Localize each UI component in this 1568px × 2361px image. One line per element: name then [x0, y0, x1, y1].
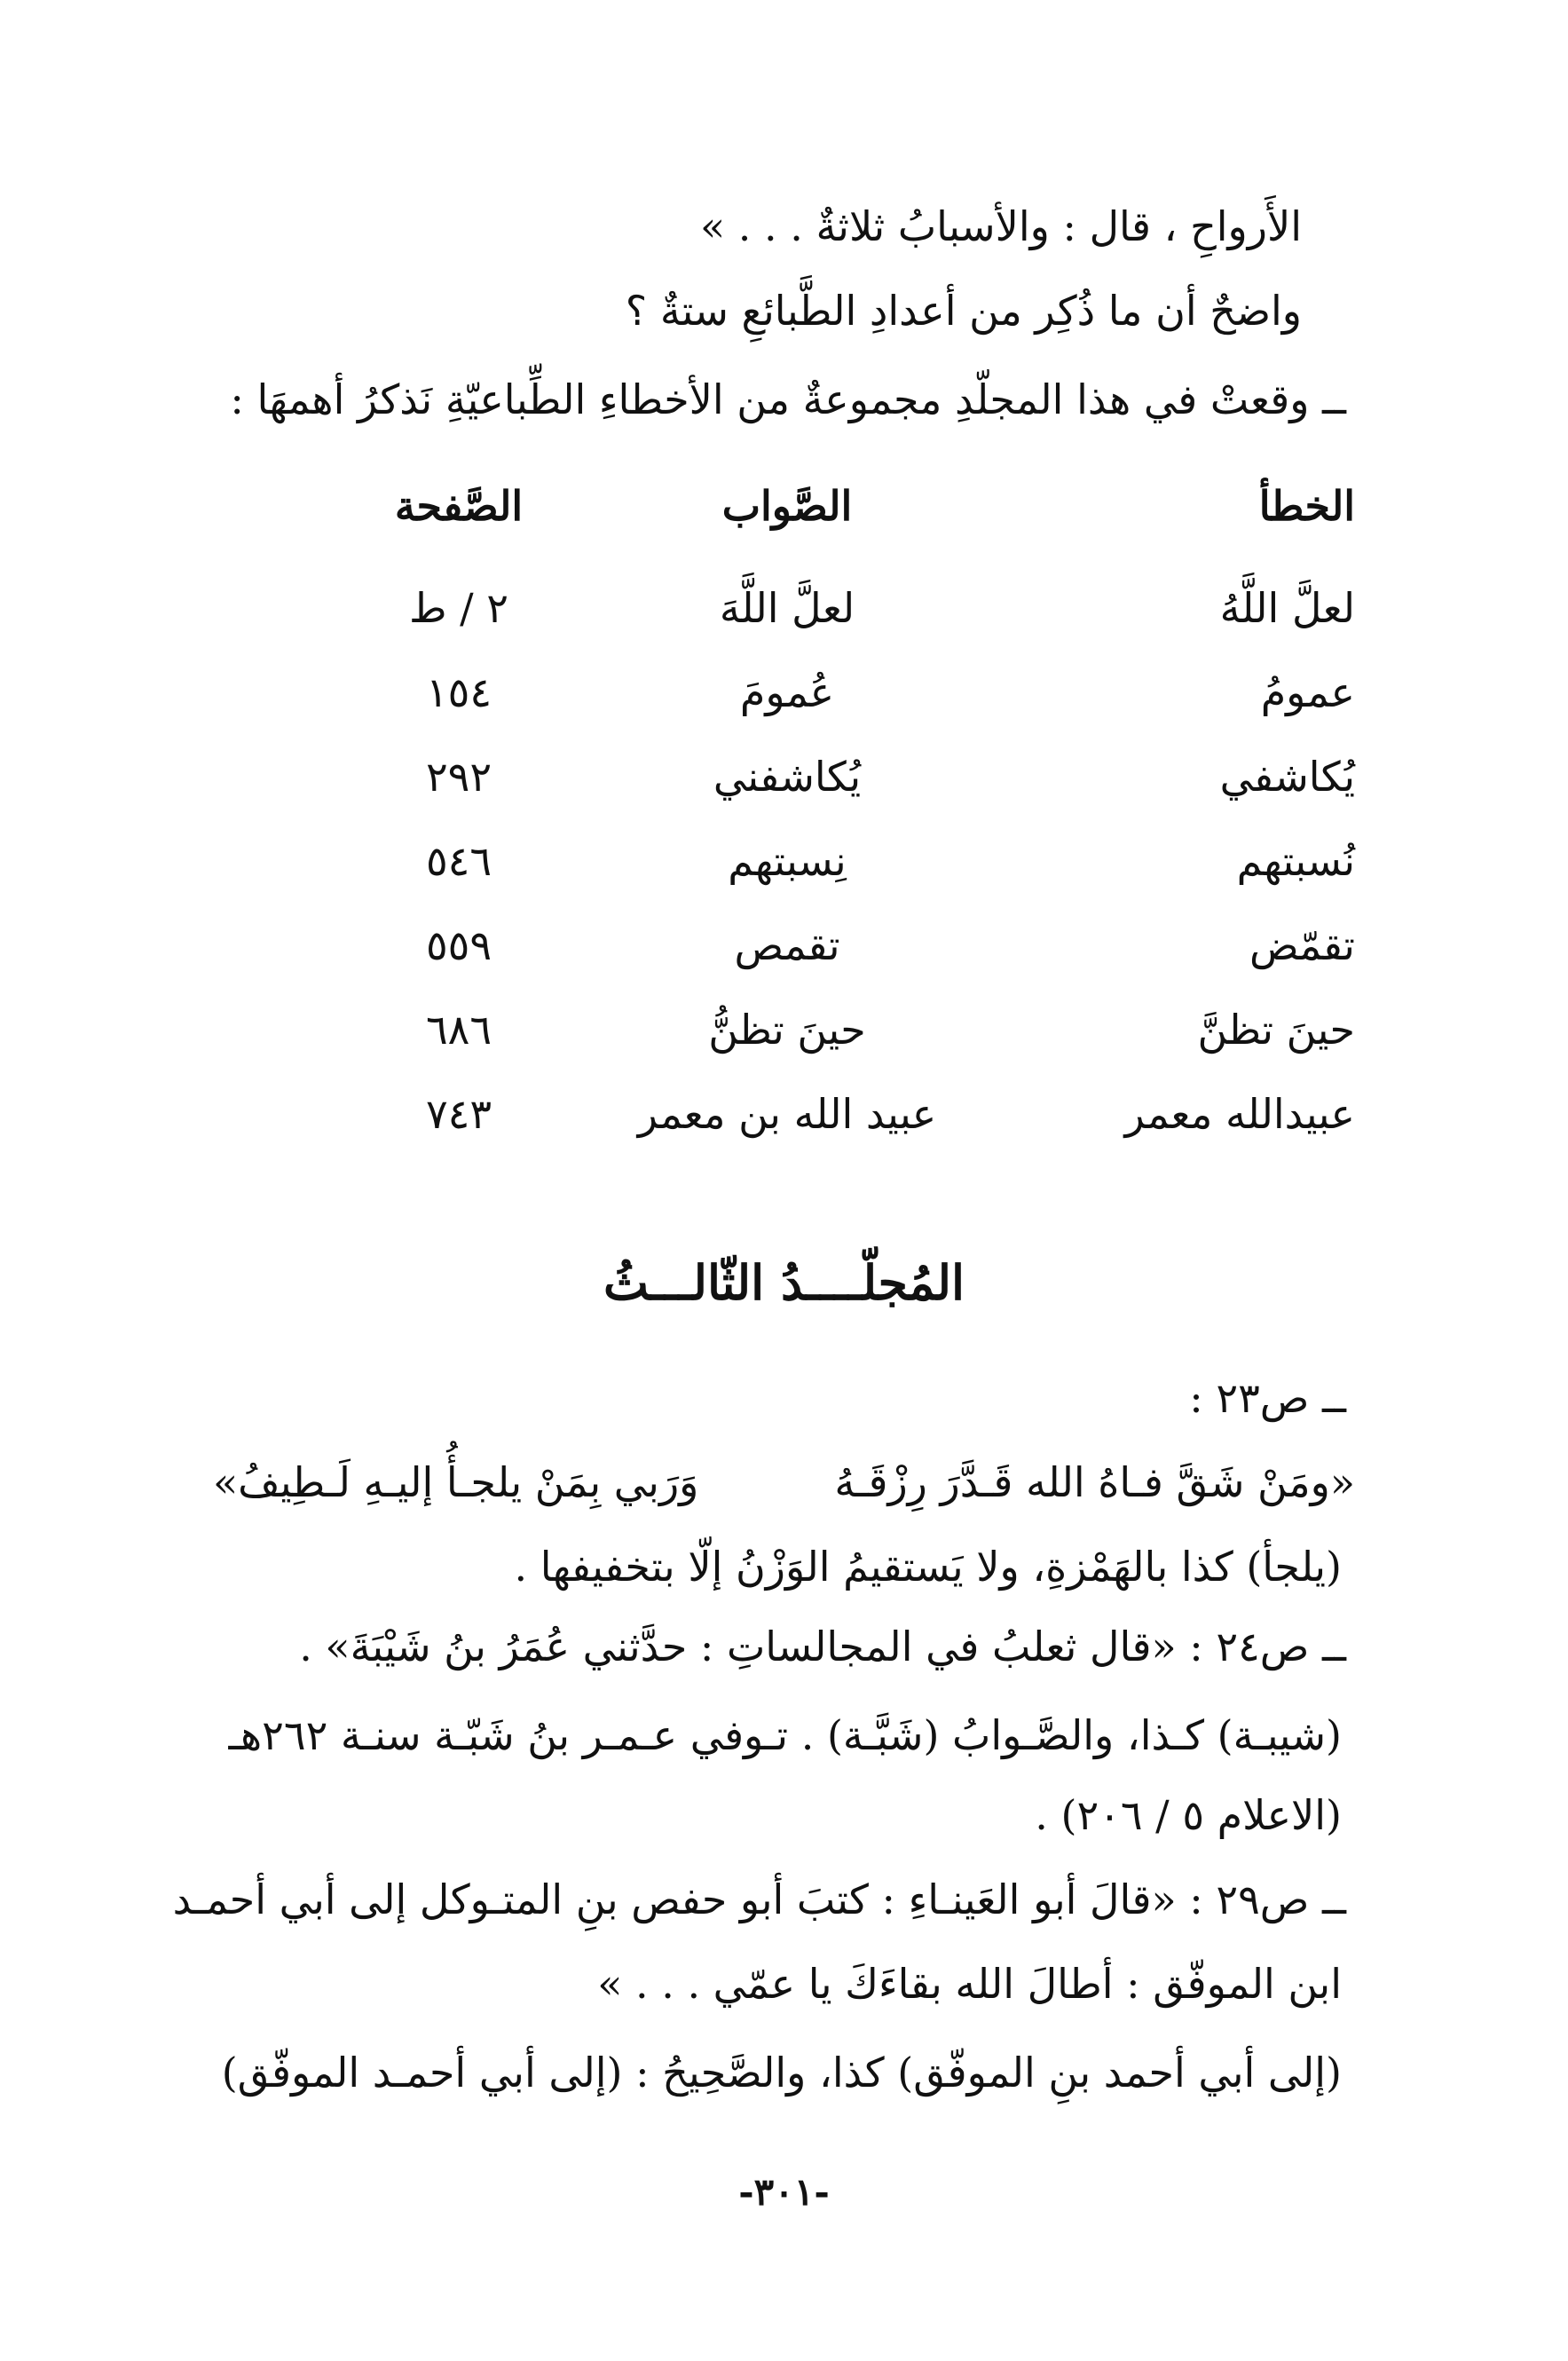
errata-wrong: يُكاشفي — [1219, 753, 1355, 801]
errata-page: ١٥٤ — [425, 668, 492, 716]
errata-wrong: تقمّض — [1249, 921, 1355, 969]
errata-correct: عُمومَ — [739, 668, 835, 716]
errata-header-row — [370, 479, 1355, 559]
verse-second-hemistich: وَرَبي بِمَنْ يلجـأُ إليـهِ لَـطِيفُ» — [213, 1458, 699, 1506]
errata-row — [370, 1003, 1355, 1083]
errata-wrong: عبيدالله معمر — [1124, 1090, 1355, 1138]
errata-row — [370, 581, 1355, 661]
intro-line-1: الأَرواحِ ، قال : والأسبابُ ثلاثةٌ . . . » — [700, 202, 1302, 250]
header-page: الصَّفحة — [394, 482, 524, 530]
note-line: (يلجأ) كذا بالهَمْزةِ، ولا يَستقيمُ الوَزْنُ إلّا بتخفيفها . — [514, 1543, 1342, 1591]
intro-line-3: ــ وقعتْ في هذا المجلّدِ مجموعةٌ من الأخطاءِ الطِّباعيّةِ نَذكرُ أهمهَا : — [230, 375, 1346, 423]
errata-correct: عبيد الله بن معمر — [637, 1090, 937, 1138]
errata-wrong: عمومُ — [1260, 668, 1355, 716]
errata-correct: يُكاشفني — [713, 753, 862, 801]
errata-wrong: حينَ تظنَّ — [1197, 1006, 1355, 1054]
errata-page: ٧٤٣ — [425, 1090, 492, 1138]
errata-page: ٥٥٩ — [425, 921, 492, 969]
header-wrong: الخطأ — [1258, 482, 1355, 530]
note-line: (شيبـة) كـذا، والصَّـوابُ (شَبَّـة) . تـوفي عـمـر بنُ شَبّـة سنـة ٢٦٢هـ — [228, 1711, 1342, 1759]
errata-page: ٦٨٦ — [425, 1006, 492, 1054]
errata-page: ٢ / ط — [408, 584, 508, 632]
errata-page: ٢٩٢ — [425, 753, 492, 801]
note-line: ــ ص٢٩ : «قالَ أبو العَينـاءِ : كتبَ أبو حفص بنِ المتـوكل إلى أبي أحمـد — [172, 1875, 1346, 1923]
verse-first-hemistich: «ومَنْ شَقَّ فـاهُ الله قَـدَّرَ رِزْقَـهُ — [834, 1458, 1355, 1506]
errata-row — [370, 1087, 1355, 1167]
note-line: ابن الموفّق : أطالَ الله بقاءَكَ يا عمّي . . . » — [597, 1960, 1342, 2008]
intro-line-2: واضحٌ أن ما ذُكِر من أعدادِ الطَّبائعِ ستةٌ ؟ — [625, 287, 1302, 335]
errata-row — [370, 919, 1355, 999]
errata-wrong: لعلَّ اللَّهُ — [1219, 584, 1355, 632]
poem-verse — [213, 1456, 1355, 1509]
errata-row — [370, 666, 1355, 746]
errata-correct: لعلَّ اللَّهَ — [719, 584, 855, 632]
note-line: ــ ص٢٤ : «قال ثعلبُ في المجالساتِ : حدَّثني عُمَرُ بنُ شَيْبَةَ» . — [299, 1623, 1346, 1670]
errata-page: ٥٤٦ — [425, 837, 492, 885]
errata-row — [370, 750, 1355, 830]
note-line: (إلى أبي أحمد بنِ الموفّق) كذا، والصَّحِيحُ : (إلى أبي أحمـد الموفّق) — [221, 2049, 1342, 2096]
note-page-23-heading: ــ ص٢٣ : — [1189, 1374, 1346, 1422]
errata-table — [370, 479, 1355, 1172]
errata-correct: تقمص — [734, 921, 840, 969]
errata-correct: حينَ تظنُّ — [708, 1006, 866, 1054]
note-line: (الاعلام ٥ / ٢٠٦) . — [1035, 1791, 1342, 1839]
errata-wrong: نُسبتهم — [1236, 837, 1355, 885]
errata-row — [370, 834, 1355, 914]
section-title: المُجلّــــدُ الثّالـــثُ — [603, 1254, 965, 1311]
errata-correct: نِسبتهم — [728, 837, 847, 885]
header-correct: الصَّواب — [721, 482, 853, 530]
page-number: -٣٠١- — [738, 2170, 830, 2214]
